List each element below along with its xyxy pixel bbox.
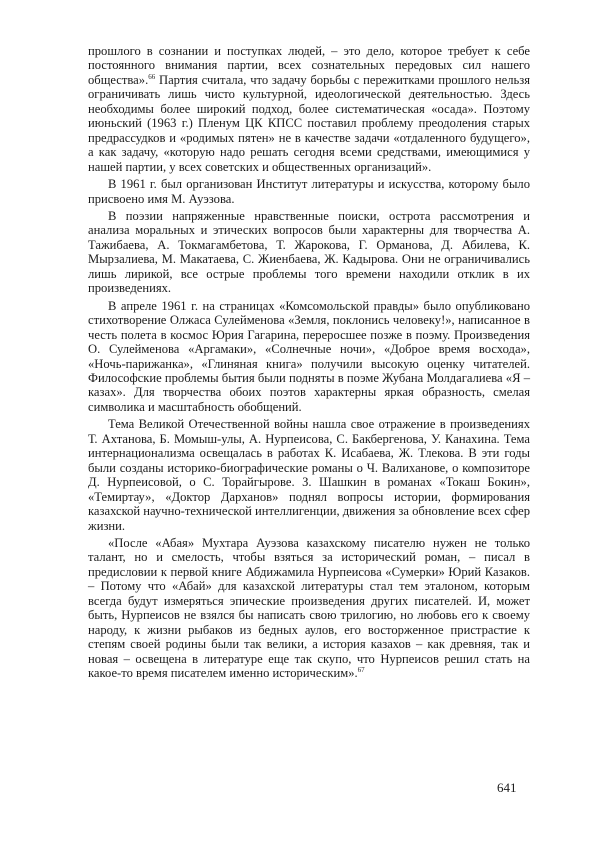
paragraph-continuation (88, 44, 530, 174)
paragraph-poetry: В поэзии напряженные нравственные поиски, острота рассмотрения и анализа моральных и этических вопросов были характерны для творчества А. Тажибаева, А. Токмагамбетова, Т. Жарокова, Г. Орманова, Д. Абилева, К. Мырзалиева, М. Макатаева, С. Жиенбаева, Ж. Кадырова. Они не ограничивались лишь лирикой, все острые проблемы того времени находили отклик в их произведениях. (88, 208, 530, 296)
paragraph-text: «После «Абая» Мухтара Ауэзова казахскому писателю нужен не только талант, но и смелость, чтобы взяться за исторический роман, – писал в предисловии к первой книге Абдижамила Нурпеисова «Сумерки» Юрий Казаков. – Потому что «Абай» для казахской литературы стал тем эталоном, которым всегда будут измеряться эпические произведения других писателей. И, может быть, Нурпеисов не взялся бы написать свою трилогию, но любовь его к своему народу, к жизни рыбаков из бедных аулов, его восторженное пристрастие к степям своей родины были так велики, а история казахов – как древняя, так и новая – освещена в литературе еще так скупо, что Нурпеисов решил стать на какое-то время писателем именно историческим». (88, 535, 530, 681)
footnote-ref: 67 (357, 666, 365, 675)
paragraph-text: прошлого в сознании и поступках людей, – это дело, которое требует к себе постоянного внимания партии, всех сознательных передовых сил нашего общества». (88, 44, 530, 87)
paragraph-text: Партия считала, что задачу борьбы с пережитками прошлого нельзя ограничивать лишь чисто культурной, идеологической деятельностью. Здесь необходимы более широкий подход, более систематическая «осада». Поэтому июньский (1963 г.) Пленум ЦК КПСС поставил проблему преодоления старых предрассудков и «родимых пятен» не в качестве задачи «отдаленного будущего», а как задачу, «которую надо решать сегодня всеми средствами, имеющимися у нашей партии, у всех советских и общественных организаций». (88, 72, 530, 174)
paragraph-suleimenov: В апреле 1961 г. на страницах «Комсомольской правды» было опубликовано стихотворение Олжаса Сулейменова «Земля, поклонись человеку!», написанное в честь полета в космос Юрия Гагарина, переросшее позже в поэму. Произведения О. Сулейменова «Аргамаки», «Солнечные ночи», «Доброе время восхода», «Ночь-парижанка», «Глиняная книга» получили высокую оценку читателей. Философские проблемы бытия были подняты в поэме Жубана Молдагалиева «Я – казах». Для творчества обоих поэтов характерны яркая образность, смелая символика и масштабность обобщений. (88, 298, 530, 414)
footnote-ref: 66 (148, 72, 156, 81)
paragraph-kazakov-quote (88, 536, 530, 681)
main-text (88, 44, 530, 680)
paragraph-war-theme: Тема Великой Отечественной войны нашла свое отражение в произведениях Т. Ахтанова, Б. Момыш-улы, А. Нурпеисова, С. Бакбергенова, У. Канахина. Тема интернационализма освещалась в работах К. Исабаева, Ж. Тлекова. В эти годы были созданы историко-биографические романы о Ч. Валиханове, о композиторе Д. Нурпеисовой, о С. Торайгырове. З. Шашкин в романах «Токаш Бокин», «Темиртау», «Доктор Дарханов» поднял вопросы истории, формирования казахской научно-технической интеллигенции, движения за обновление всех сфер жизни. (88, 417, 530, 533)
paragraph-institute: В 1961 г. был организован Институт литературы и искусства, которому было присвоено имя М. Ауэзова. (88, 177, 530, 206)
page-number: 641 (497, 780, 517, 795)
